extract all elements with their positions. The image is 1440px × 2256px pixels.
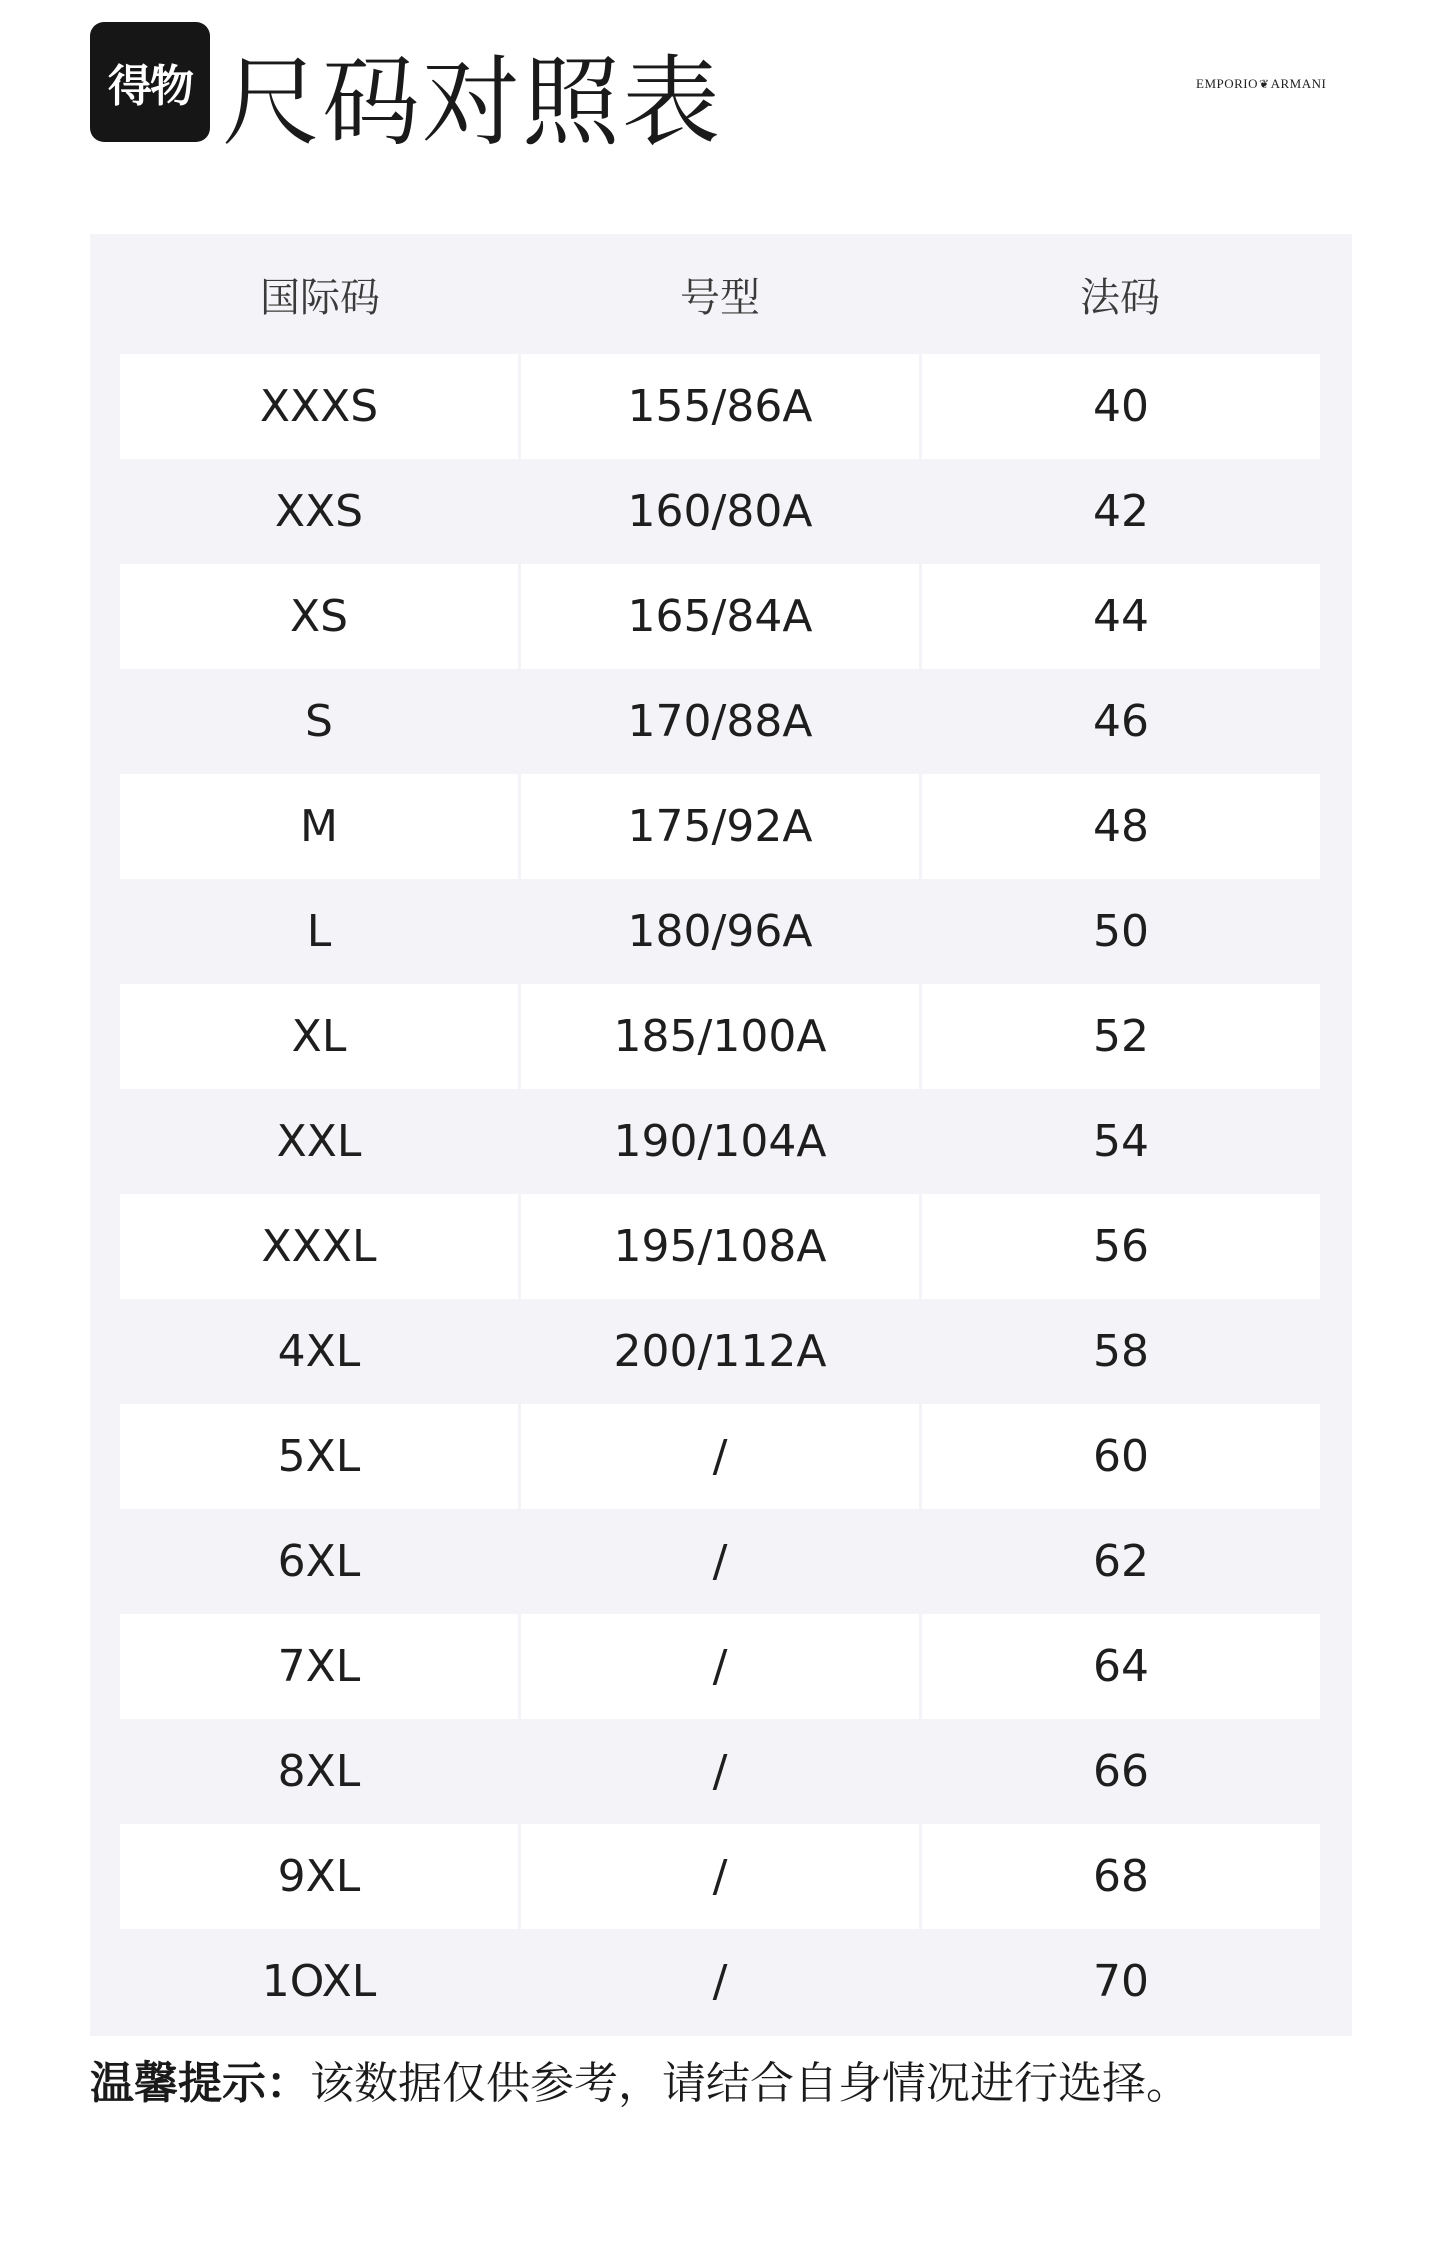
table-cell: 185/100A [521, 984, 919, 1089]
column-header: 号型 [680, 274, 760, 321]
table-cell: M [120, 774, 518, 879]
table-cell: 180/96A [627, 906, 813, 957]
table-cell: S [305, 696, 333, 747]
brand-name-right: ARMANI [1270, 76, 1327, 91]
page-title: 尺码对照表 [222, 46, 723, 160]
table-cell: / [712, 1956, 728, 2007]
table-row [120, 774, 1320, 879]
table-row [120, 1509, 1320, 1614]
table-cell: 155/86A [521, 354, 919, 459]
brand-name-left: EMPORIO [1196, 76, 1259, 91]
brand-logo [1196, 76, 1326, 92]
table-cell: XL [120, 984, 518, 1089]
table-cell: 44 [922, 564, 1320, 669]
eagle-icon: ❦ [1259, 77, 1270, 91]
table-cell: 5XL [120, 1404, 518, 1509]
table-cell: 1OXL [261, 1956, 377, 2007]
table-row [120, 564, 1320, 669]
table-cell: 8XL [277, 1746, 361, 1797]
table-header [120, 234, 1320, 354]
table-cell: 195/108A [521, 1194, 919, 1299]
table-cell: 175/92A [521, 774, 919, 879]
table-cell: 170/88A [627, 696, 813, 747]
table-cell: 52 [922, 984, 1320, 1089]
table-cell: 200/112A [613, 1326, 827, 1377]
table-cell: 42 [1093, 486, 1149, 537]
table-row [120, 1089, 1320, 1194]
table-cell: 60 [922, 1404, 1320, 1509]
table-cell: 9XL [120, 1824, 518, 1929]
table-cell: 68 [922, 1824, 1320, 1929]
table-cell: 56 [922, 1194, 1320, 1299]
table-cell: 54 [1093, 1116, 1149, 1167]
table-row [120, 459, 1320, 564]
table-cell: 6XL [277, 1536, 361, 1587]
table-cell: 46 [1093, 696, 1149, 747]
table-cell: 165/84A [521, 564, 919, 669]
table-row [120, 1404, 1320, 1509]
table-row [120, 354, 1320, 459]
table-row [120, 1194, 1320, 1299]
table-row [120, 879, 1320, 984]
table-cell: 50 [1093, 906, 1149, 957]
table-cell: / [712, 1536, 728, 1587]
column-header: 法码 [1080, 274, 1160, 321]
table-cell: XXXL [120, 1194, 518, 1299]
table-cell: 70 [1093, 1956, 1149, 2007]
table-row [120, 984, 1320, 1089]
tip-label: 温馨提示： [90, 2058, 310, 2109]
table-cell: 160/80A [627, 486, 813, 537]
table-cell: / [712, 1746, 728, 1797]
table-cell: 58 [1093, 1326, 1149, 1377]
table-row [120, 1929, 1320, 2034]
table-row [120, 669, 1320, 774]
table-body [120, 354, 1320, 2034]
table-cell: XXXS [120, 354, 518, 459]
dewu-logo: 得物 [90, 22, 210, 142]
table-row [120, 1614, 1320, 1719]
table-cell: 7XL [120, 1614, 518, 1719]
table-cell: 64 [922, 1614, 1320, 1719]
table-cell: 190/104A [613, 1116, 827, 1167]
table-cell: / [521, 1614, 919, 1719]
table-cell: XS [120, 564, 518, 669]
table-cell: 4XL [277, 1326, 361, 1377]
table-cell: / [521, 1824, 919, 1929]
table-cell: 48 [922, 774, 1320, 879]
table-cell: / [521, 1404, 919, 1509]
tip-note [90, 2056, 1190, 2112]
table-cell: XXS [274, 486, 364, 537]
size-chart-table [90, 234, 1352, 2036]
table-cell: XXL [276, 1116, 362, 1167]
tip-text: 该数据仅供参考，请结合自身情况进行选择。 [310, 2058, 1190, 2109]
table-cell: 66 [1093, 1746, 1149, 1797]
table-row [120, 1719, 1320, 1824]
column-header: 国际码 [260, 274, 380, 321]
table-row [120, 1824, 1320, 1929]
table-cell: 40 [922, 354, 1320, 459]
table-cell: 62 [1093, 1536, 1149, 1587]
table-row [120, 1299, 1320, 1404]
table-cell: L [306, 906, 332, 957]
